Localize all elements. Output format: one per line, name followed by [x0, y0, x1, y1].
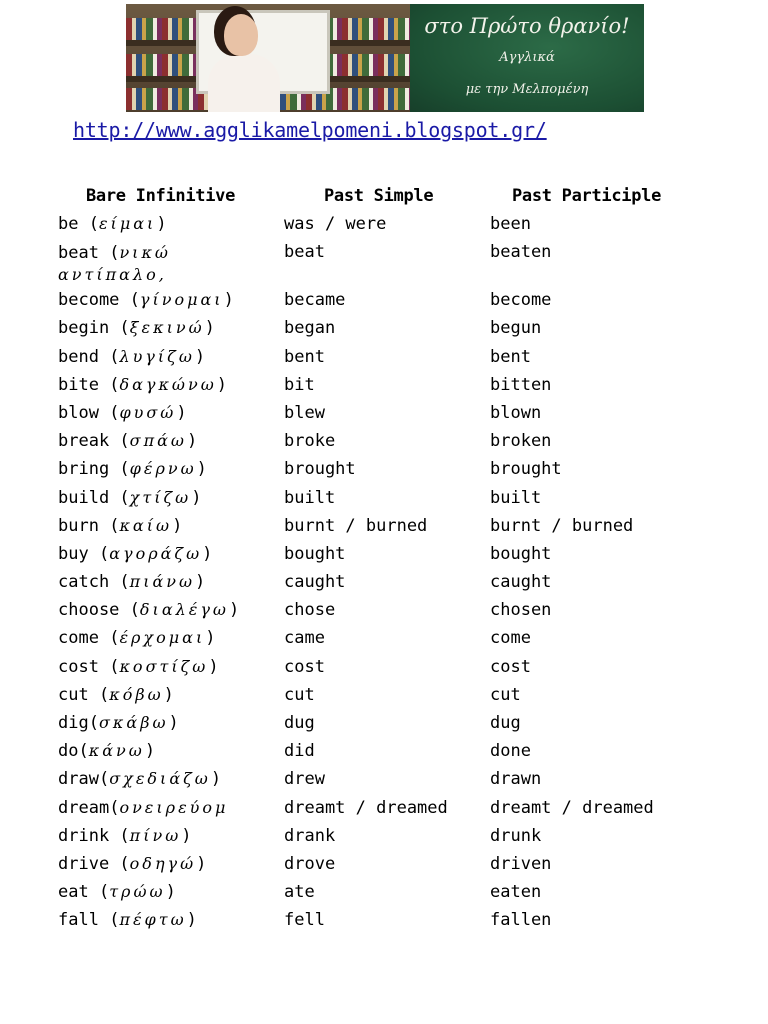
paren-close: ) — [191, 487, 202, 508]
paren-close: ) — [144, 741, 156, 762]
verb-english: cost — [58, 656, 99, 677]
verb-greek-translation: δαγκώνω — [119, 374, 217, 394]
past-simple-cell: bent — [284, 346, 325, 367]
paren-open: ( — [98, 515, 120, 536]
verb-greek-translation: νικώ αντίπαλο, — [58, 243, 171, 285]
verb-greek-translation: ξεκινώ — [129, 318, 205, 338]
verb-english: dig — [58, 713, 89, 733]
verb-greek-translation: σχεδιάζω — [109, 769, 211, 789]
past-simple-cell: brought — [284, 459, 356, 480]
table-row — [0, 906, 768, 934]
verb-greek-translation: σκάβω — [98, 713, 169, 732]
paren-open: ( — [98, 656, 120, 677]
paren-open: ( — [119, 600, 140, 621]
bare-infinitive-cell — [58, 343, 280, 371]
table-row — [0, 737, 768, 765]
verb-english: eat — [58, 882, 89, 903]
past-participle-cell: done — [490, 741, 531, 762]
paren-open: ( — [109, 318, 130, 339]
past-simple-cell: bought — [284, 543, 346, 564]
paren-open: ( — [98, 402, 120, 423]
paren-close: ) — [163, 684, 174, 705]
past-simple-cell: cut — [284, 684, 315, 705]
paren-close: ) — [195, 572, 206, 593]
verb-greek-translation: οδηγώ — [129, 853, 197, 873]
past-simple-cell: cost — [284, 656, 325, 677]
table-row — [0, 850, 768, 878]
past-simple-cell: fell — [284, 910, 325, 931]
paren-open: ( — [88, 882, 110, 903]
verb-greek-translation: αγοράζω — [109, 543, 203, 563]
paren-close: ) — [186, 431, 198, 452]
past-participle-cell: chosen — [490, 600, 552, 621]
past-simple-cell: drove — [284, 853, 336, 874]
paren-close: ) — [202, 543, 213, 564]
table-row — [0, 455, 768, 483]
verb-greek-translation: τρώω — [109, 882, 166, 902]
past-simple-cell: drew — [284, 769, 325, 790]
past-participle-cell: cut — [490, 684, 521, 705]
table-row — [0, 822, 768, 850]
past-participle-cell: cost — [490, 656, 531, 677]
table-row — [0, 709, 768, 737]
past-participle-cell: bought — [490, 543, 552, 564]
verb-english: choose — [58, 600, 120, 621]
past-simple-cell: began — [284, 318, 336, 339]
verb-greek-translation: φυσώ — [119, 402, 177, 422]
bare-infinitive-cell — [58, 540, 280, 568]
paren-close: ) — [194, 346, 206, 367]
table-row — [0, 286, 768, 314]
paren-open: ( — [78, 741, 89, 762]
verb-greek-translation: πέφτω — [119, 910, 187, 930]
table-row — [0, 653, 768, 681]
bare-infinitive-cell — [58, 512, 280, 540]
verb-english: blow — [58, 402, 99, 423]
paren-open: ( — [119, 290, 140, 311]
paren-open: ( — [98, 769, 110, 790]
verb-greek-translation: κάνω — [88, 741, 145, 761]
verb-greek-translation: χτίζω — [129, 487, 192, 507]
paren-close: ) — [168, 713, 179, 733]
banner-byline: με την Μελπομένη — [465, 82, 589, 97]
blog-link[interactable]: http://www.agglikamelpomeni.blogspot.gr/ — [73, 118, 547, 142]
bare-infinitive-cell — [58, 737, 280, 765]
bare-infinitive-cell — [58, 596, 280, 624]
bare-infinitive-cell — [58, 906, 280, 934]
verb-english: drink — [58, 825, 110, 846]
paren-close: ) — [208, 656, 219, 677]
verb-english: become — [58, 290, 120, 311]
verb-english: bend — [58, 346, 99, 367]
paren-close: ) — [216, 374, 227, 395]
past-participle-cell: blown — [490, 402, 542, 423]
verb-english: draw — [58, 769, 99, 790]
past-participle-cell: broken — [490, 431, 552, 452]
past-participle-cell: dug — [490, 713, 521, 733]
past-simple-cell: ate — [284, 882, 315, 903]
table-row — [0, 540, 768, 568]
paren-open: ( — [109, 853, 130, 874]
table-row — [0, 238, 768, 286]
verb-greek-translation: ονειρεύομ — [119, 797, 229, 817]
bare-infinitive-cell — [58, 314, 280, 342]
bare-infinitive-cell — [58, 242, 280, 286]
paren-close: ) — [228, 600, 240, 621]
verb-greek-translation: φέρνω — [129, 459, 197, 479]
verb-english: do — [58, 741, 79, 762]
past-participle-cell: caught — [490, 572, 552, 593]
verb-greek-translation: καίω — [119, 515, 173, 535]
paren-close: ) — [223, 290, 234, 311]
past-participle-cell: dreamt / dreamed — [490, 797, 654, 818]
paren-open: ( — [88, 713, 99, 733]
past-simple-cell: burnt / burned — [284, 515, 428, 536]
bare-infinitive-cell — [58, 568, 280, 596]
verb-greek-translation: σπάω — [129, 431, 187, 451]
past-simple-cell: bit — [284, 374, 315, 395]
verb-greek-translation: πιάνω — [129, 572, 196, 592]
verb-greek-translation: πίνω — [129, 825, 182, 845]
paren-open: ( — [109, 431, 130, 452]
past-participle-cell: been — [490, 214, 531, 234]
table-row — [0, 624, 768, 652]
verb-english: come — [58, 628, 99, 649]
chalkboard — [410, 4, 644, 112]
past-simple-cell: drank — [284, 825, 336, 846]
paren-close: ) — [196, 853, 207, 874]
past-participle-cell: fallen — [490, 910, 552, 931]
paren-open: ( — [109, 459, 130, 480]
table-row — [0, 765, 768, 793]
paren-open: ( — [88, 543, 110, 564]
verb-english: catch — [58, 572, 110, 593]
bare-infinitive-cell — [58, 878, 280, 906]
past-participle-cell: begun — [490, 318, 542, 339]
past-participle-cell: bitten — [490, 374, 552, 395]
bare-infinitive-cell — [58, 286, 280, 314]
table-row — [0, 681, 768, 709]
past-participle-cell: drunk — [490, 825, 542, 846]
paren-close: ) — [210, 769, 222, 790]
paren-open: ( — [98, 628, 120, 649]
past-participle-cell: brought — [490, 459, 562, 480]
table-row — [0, 399, 768, 427]
paren-close: ) — [186, 910, 197, 931]
verb-greek-translation: διαλέγω — [139, 600, 229, 620]
verb-greek-translation: είμαι — [98, 214, 157, 233]
verb-english: buy — [58, 543, 89, 564]
past-simple-cell: built — [284, 487, 336, 508]
verb-english: be — [58, 214, 79, 234]
past-participle-cell: beaten — [490, 242, 552, 263]
paren-open: ( — [98, 374, 120, 395]
past-participle-cell: become — [490, 290, 552, 311]
verb-english: bring — [58, 459, 110, 480]
verb-greek-translation: κοστίζω — [119, 656, 209, 676]
past-simple-cell: broke — [284, 431, 336, 452]
past-simple-cell: came — [284, 628, 325, 649]
bare-infinitive-cell — [58, 455, 280, 483]
table-row — [0, 210, 768, 238]
past-simple-cell: dreamt / dreamed — [284, 797, 448, 818]
bare-infinitive-cell — [58, 794, 280, 822]
bare-infinitive-cell — [58, 427, 280, 455]
paren-open: ( — [109, 487, 130, 508]
verb-greek-translation: γίνομαι — [139, 290, 224, 310]
paren-open: ( — [98, 910, 120, 931]
past-participle-cell: eaten — [490, 882, 542, 903]
paren-open: ( — [88, 684, 110, 705]
verb-english: fall — [58, 910, 99, 931]
bare-infinitive-cell — [58, 822, 280, 850]
bare-infinitive-cell — [58, 653, 280, 681]
paren-close: ) — [196, 459, 207, 480]
verb-greek-translation: κόβω — [109, 684, 164, 704]
verb-english: bite — [58, 374, 99, 395]
past-participle-cell: come — [490, 628, 531, 649]
verb-english: cut — [58, 684, 89, 705]
past-simple-cell: did — [284, 741, 315, 762]
teacher-figure — [208, 54, 280, 112]
header-past-participle: Past Participle — [512, 186, 662, 206]
verb-english: begin — [58, 318, 110, 339]
table-row — [0, 878, 768, 906]
paren-close: ) — [172, 515, 183, 536]
paren-close: ) — [205, 628, 216, 649]
verb-greek-translation: λυγίζω — [119, 346, 195, 366]
table-row — [0, 512, 768, 540]
paren-open: ( — [109, 825, 130, 846]
table-row — [0, 371, 768, 399]
paren-close: ) — [176, 402, 187, 423]
verb-english: burn — [58, 515, 99, 536]
teacher-head — [224, 14, 258, 56]
verb-english: beat — [58, 243, 99, 264]
verb-table — [0, 210, 768, 935]
verb-greek-translation: έρχομαι — [119, 628, 206, 648]
past-participle-cell: bent — [490, 346, 531, 367]
past-participle-cell: burnt / burned — [490, 515, 634, 536]
verb-english: build — [58, 487, 110, 508]
verb-english: break — [58, 431, 110, 452]
table-row — [0, 794, 768, 822]
past-simple-cell: became — [284, 290, 346, 311]
bare-infinitive-cell — [58, 371, 280, 399]
past-simple-cell: dug — [284, 713, 315, 733]
banner-title: στο Πρώτο θρανίο! — [424, 14, 630, 38]
past-simple-cell: beat — [284, 242, 325, 263]
bare-infinitive-cell — [58, 850, 280, 878]
table-row — [0, 314, 768, 342]
bare-infinitive-cell — [58, 681, 280, 709]
paren-open: ( — [109, 797, 120, 818]
past-participle-cell: driven — [490, 853, 552, 874]
paren-open: ( — [109, 572, 130, 593]
table-row — [0, 484, 768, 512]
paren-close: ) — [156, 214, 167, 234]
bare-infinitive-cell — [58, 624, 280, 652]
paren-open: ( — [98, 243, 120, 264]
verb-english: drive — [58, 853, 110, 874]
banner-subtitle: Αγγλικά — [499, 50, 555, 65]
past-simple-cell: chose — [284, 600, 336, 621]
header-bare-infinitive: Bare Infinitive — [86, 186, 236, 206]
bare-infinitive-cell — [58, 399, 280, 427]
paren-close: ) — [165, 882, 176, 903]
table-row — [0, 568, 768, 596]
table-row — [0, 343, 768, 371]
bare-infinitive-cell — [58, 484, 280, 512]
paren-open: ( — [98, 346, 120, 367]
table-row — [0, 427, 768, 455]
header-banner — [126, 4, 644, 112]
paren-close: ) — [204, 318, 215, 339]
past-participle-cell: drawn — [490, 769, 542, 790]
verb-english: dream — [58, 797, 110, 818]
header-past-simple: Past Simple — [324, 186, 434, 206]
past-simple-cell: was / were — [284, 214, 387, 234]
past-simple-cell: blew — [284, 402, 325, 423]
bare-infinitive-cell — [58, 709, 280, 737]
bare-infinitive-cell — [58, 210, 280, 238]
paren-close: ) — [181, 825, 192, 846]
past-participle-cell: built — [490, 487, 542, 508]
past-simple-cell: caught — [284, 572, 346, 593]
paren-open: ( — [78, 214, 99, 234]
table-row — [0, 596, 768, 624]
bare-infinitive-cell — [58, 765, 280, 793]
banner-photo — [126, 4, 410, 112]
